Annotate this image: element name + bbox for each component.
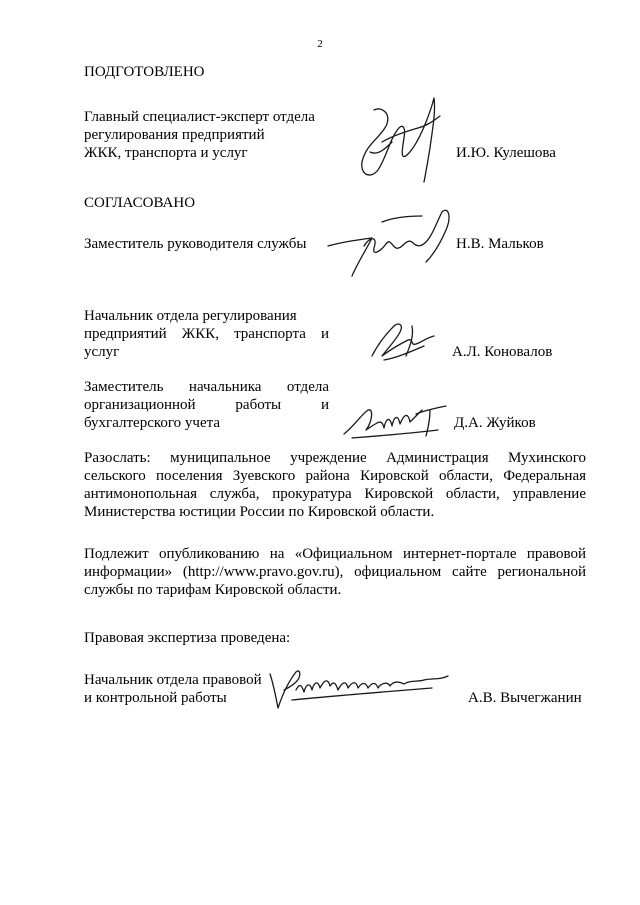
agreed-signer-name: А.Л. Коновалов	[452, 344, 553, 360]
agreed-position-line: Заместитель руководителя службы	[84, 236, 307, 252]
agreed-position-line: услуг	[84, 344, 120, 360]
agreed-position-line: Начальник отдела регулирования	[84, 308, 297, 324]
agreed-heading: СОГЛАСОВАНО	[84, 195, 196, 211]
publication-line: Подлежит опубликованию на «Официальном интернет-портале правовой	[84, 546, 586, 562]
publication-line: информации» (http://www.pravo.gov.ru), официальном сайте региональной	[84, 564, 586, 580]
signature-malkov	[322, 202, 462, 282]
agreed-position-line: бухгалтерского учета	[84, 415, 221, 431]
legal-review-position-line: и контрольной работы	[84, 690, 227, 706]
prepared-heading: ПОДГОТОВЛЕНО	[84, 64, 205, 80]
distribution-line: сельского поселения Зуевского района Кировской области, Федеральная	[84, 468, 586, 484]
distribution-line: Разослать: муниципальное учреждение Администрация Мухинского	[84, 450, 586, 466]
distribution-line: Министерства юстиции России по Кировской области.	[84, 504, 435, 520]
agreed-signer-name: Д.А. Жуйков	[454, 415, 536, 431]
prepared-position-line: регулирования предприятий	[84, 127, 265, 143]
legal-review-signer-name: А.В. Вычегжанин	[468, 690, 582, 706]
prepared-position-line: Главный специалист-эксперт отдела	[84, 109, 315, 125]
prepared-signer-name: И.Ю. Кулешова	[456, 145, 556, 161]
legal-review-text: Правовая экспертиза проведена:	[84, 630, 291, 646]
signature-vychegzhanin	[262, 660, 462, 716]
agreed-position-line: организационной работы и	[84, 397, 329, 413]
agreed-signer-name: Н.В. Мальков	[456, 236, 544, 252]
page-number: 2	[317, 38, 323, 50]
publication-line: службы по тарифам Кировской области.	[84, 582, 342, 598]
signature-konovalov	[364, 316, 444, 366]
agreed-position-line: предприятий ЖКК, транспорта и	[84, 326, 329, 342]
distribution-line: антимонопольная служба, прокуратура Кировской области, управление	[84, 486, 586, 502]
prepared-position-line: ЖКК, транспорта и услуг	[84, 145, 248, 161]
signature-zhuykov	[338, 396, 450, 442]
agreed-position-line: Заместитель начальника отдела	[84, 379, 329, 395]
legal-review-position-line: Начальник отдела правовой	[84, 672, 262, 688]
signature-kuleshova	[352, 92, 452, 192]
